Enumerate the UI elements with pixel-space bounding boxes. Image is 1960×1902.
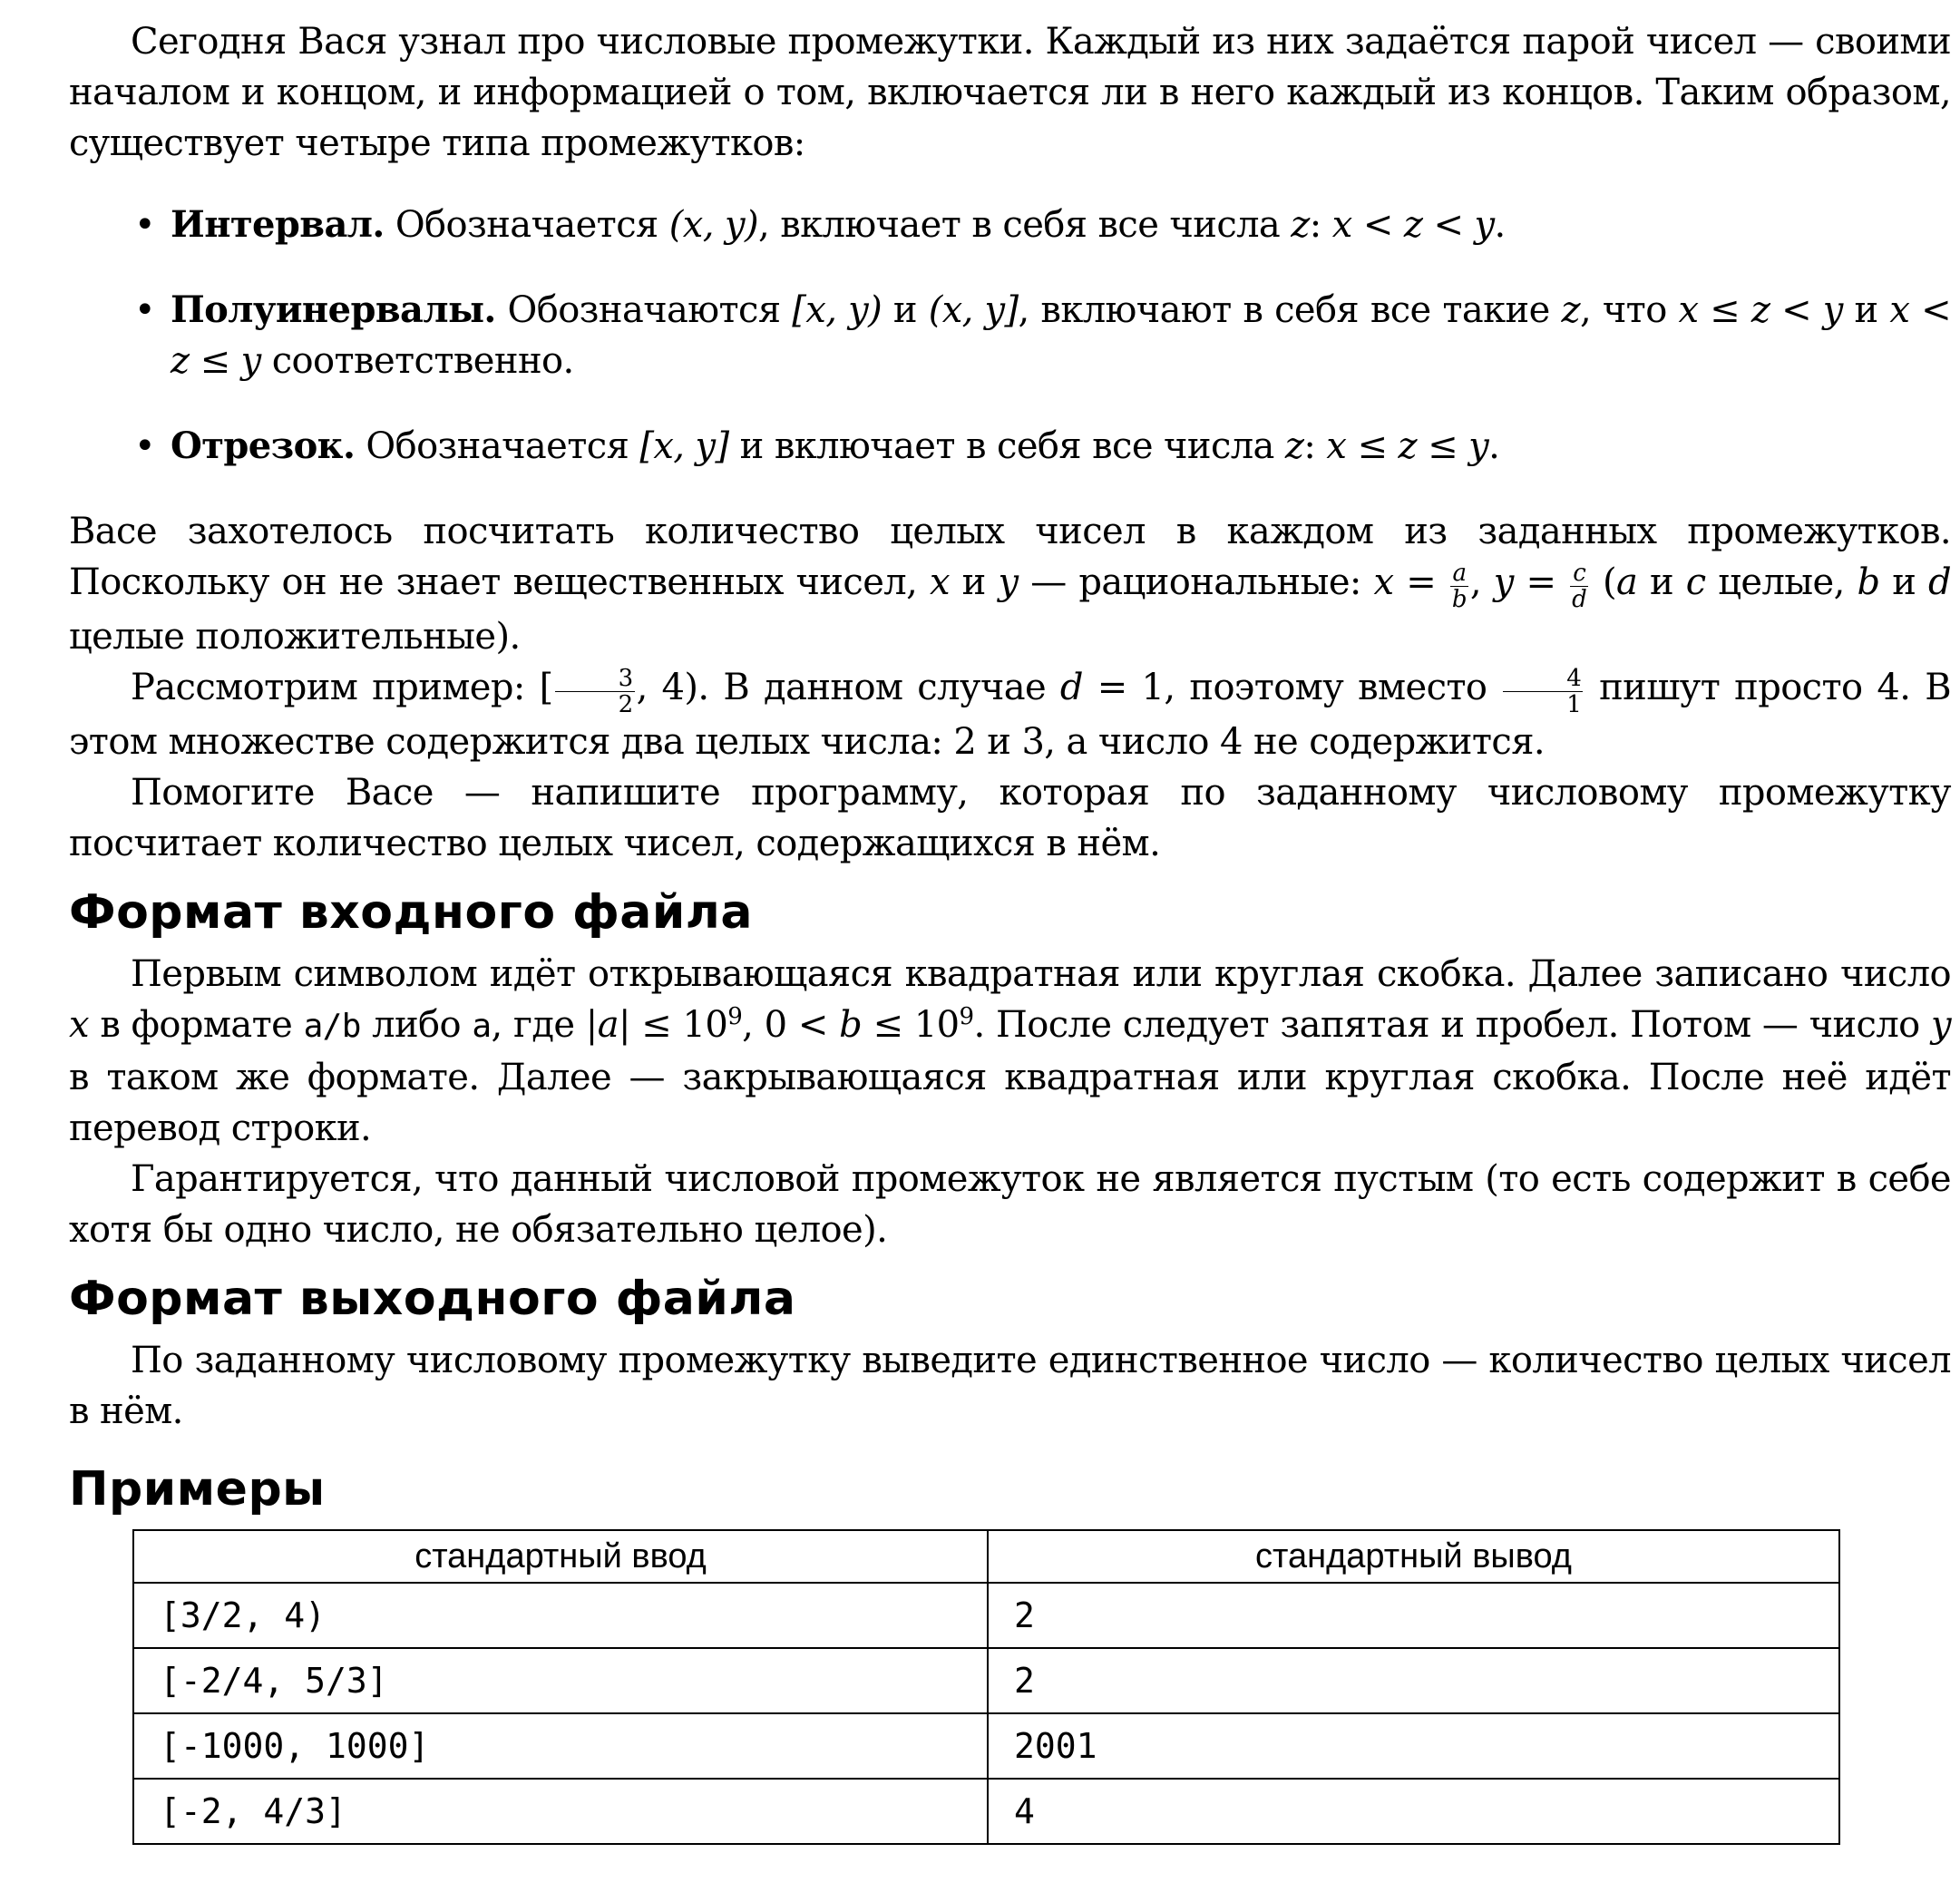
output-format-heading: Формат выходного файла xyxy=(69,1272,796,1326)
text: , 4). В данном случае xyxy=(636,667,1060,708)
fraction-c-d xyxy=(1570,561,1588,611)
math: c xyxy=(1685,561,1706,603)
text: = 1, поэтому вместо xyxy=(1082,667,1502,708)
list-item-text xyxy=(171,285,1951,386)
text: , где | xyxy=(491,1004,598,1046)
numerator: c xyxy=(1570,561,1588,587)
list-item-text xyxy=(171,200,1951,250)
math: a xyxy=(1615,561,1638,603)
text: пишут просто 4. В этом множестве содержится два целых числа: 2 и 3, а число 4 не содержится. xyxy=(69,667,1951,763)
term-label: Интервал. xyxy=(171,203,385,246)
text: , включают в себя все такие xyxy=(1018,289,1562,331)
output-cell: 4 xyxy=(988,1779,1839,1844)
examples-heading: Примеры xyxy=(69,1462,326,1517)
problem-statement xyxy=(69,16,1951,1845)
guarantee-paragraph xyxy=(69,1154,1951,1255)
text: . xyxy=(1488,425,1500,467)
output-cell: 2 xyxy=(988,1583,1839,1648)
text: целые положительные). xyxy=(69,616,521,658)
interval-types-list xyxy=(69,200,1951,472)
input-cell: [3/2, 4) xyxy=(133,1583,988,1648)
denominator: 1 xyxy=(1566,691,1582,718)
input-format-heading: Формат входного файла xyxy=(69,885,753,940)
fraction-a-b xyxy=(1450,561,1468,611)
numerator: 4 xyxy=(1503,667,1583,692)
column-header-input: стандартный ввод xyxy=(133,1530,988,1583)
math: b xyxy=(1857,561,1880,603)
list-item-segment xyxy=(69,421,1951,472)
text: Обозначается xyxy=(384,204,669,246)
math: y xyxy=(998,561,1019,603)
math: x ≤ z < y xyxy=(1678,289,1843,331)
bullet-icon: • xyxy=(134,425,156,467)
text: . После следует запятая и пробел. Потом — число xyxy=(973,1004,1931,1046)
text: Помогите Васе — напишите программу, которая по заданному числовому промежутку посчитает количество целых чисел, содержащихся в нём. xyxy=(69,772,1951,864)
text: и xyxy=(1637,561,1686,603)
text: соответственно. xyxy=(260,340,574,382)
table-row xyxy=(133,1713,1839,1779)
math: z xyxy=(1284,425,1304,467)
denominator: b xyxy=(1451,586,1467,613)
intro-text: Сегодня Вася узнал про числовые промежутки. Каждый из них задаётся парой чисел — своими началом и концом, и информацией о том, включается ли в него каждый из концов. Таким образом, существует четыре типа промежутков: xyxy=(69,21,1951,164)
table-header-row xyxy=(133,1530,1839,1583)
text: и xyxy=(949,561,999,603)
output-format-paragraph xyxy=(69,1335,1951,1437)
text: Обозначается xyxy=(355,425,640,467)
text: Васе захотелось посчитать количество целых чисел в каждом из заданных промежутков. Поскольку он не знает вещественных чисел, xyxy=(69,511,1951,603)
text: целые, xyxy=(1705,561,1858,603)
math: d xyxy=(1059,667,1083,708)
input-cell: [-2/4, 5/3] xyxy=(133,1648,988,1713)
text: Обозначаются xyxy=(495,289,793,331)
numerator: 3 xyxy=(555,667,635,692)
code: a/b xyxy=(303,1008,361,1045)
task-paragraph xyxy=(69,767,1951,869)
text: Первым символом идёт открывающаяся квадратная или круглая скобка. Далее записано число xyxy=(131,953,1951,995)
math: x < z < y xyxy=(1331,204,1495,246)
text: : xyxy=(1309,204,1332,246)
text: | ≤ 10 xyxy=(618,1004,728,1046)
bullet-icon: • xyxy=(134,289,156,331)
text: и xyxy=(1879,561,1929,603)
text: : xyxy=(1303,425,1327,467)
math: x xyxy=(69,1004,89,1046)
text: и xyxy=(1842,289,1890,331)
numerator: a xyxy=(1450,561,1468,587)
denominator: 2 xyxy=(618,691,633,718)
text: либо xyxy=(360,1004,473,1046)
text: Гарантируется, что данный числовой промежуток не является пустым (то есть содержит в себе хотя бы одно число, не обязательно целое). xyxy=(69,1158,1951,1251)
text: ≤ 10 xyxy=(862,1004,960,1046)
text: — рациональные: xyxy=(1018,561,1374,603)
list-item-interval xyxy=(69,200,1951,250)
math: a xyxy=(597,1004,619,1046)
fraction-four-over-one xyxy=(1503,667,1583,717)
example-paragraph xyxy=(69,662,1951,767)
text: . xyxy=(1494,204,1506,246)
math: (x, y) xyxy=(668,204,758,246)
exponent: 9 xyxy=(727,1003,743,1030)
text: и включает в себя все числа xyxy=(728,425,1285,467)
math: x ≤ z ≤ y xyxy=(1326,425,1489,467)
code: a xyxy=(472,1008,492,1045)
examples-table xyxy=(132,1529,1840,1845)
math: [x, y) xyxy=(792,289,882,331)
text: По заданному числовому промежутку выведите единственное число — количество целых чисел в нём. xyxy=(69,1340,1951,1432)
input-format-paragraph xyxy=(69,949,1951,1154)
denominator: d xyxy=(1572,586,1587,613)
text: и xyxy=(882,289,929,331)
text: , 0 < xyxy=(742,1004,840,1046)
intro-paragraph xyxy=(69,16,1951,169)
text: , xyxy=(1469,561,1494,603)
term-label: Отрезок. xyxy=(171,424,356,467)
math: x = xyxy=(1373,561,1448,603)
input-cell: [-1000, 1000] xyxy=(133,1713,988,1779)
math: x < z ≤ y xyxy=(171,289,1951,382)
fraction-three-halves xyxy=(555,667,635,717)
text: ( xyxy=(1590,561,1616,603)
text: , включает в себя все числа xyxy=(757,204,1292,246)
list-item-half-interval xyxy=(69,285,1951,386)
bullet-icon: • xyxy=(134,204,156,246)
input-cell: [-2, 4/3] xyxy=(133,1779,988,1844)
term-label: Полуинервалы. xyxy=(171,288,496,331)
rational-paragraph xyxy=(69,506,1951,662)
text: в формате xyxy=(88,1004,304,1046)
text: , что xyxy=(1579,289,1679,331)
output-cell: 2001 xyxy=(988,1713,1839,1779)
math: x xyxy=(929,561,950,603)
text: Рассмотрим пример: [ xyxy=(131,667,553,708)
column-header-output: стандартный вывод xyxy=(988,1530,1839,1583)
text: в таком же формате. Далее — закрывающаяся квадратная или круглая скобка. После неё идёт перевод строки. xyxy=(69,1057,1951,1149)
output-cell: 2 xyxy=(988,1648,1839,1713)
math: [x, y] xyxy=(639,425,729,467)
math: (x, y] xyxy=(928,289,1019,331)
math: b xyxy=(839,1004,863,1046)
list-item-text xyxy=(171,421,1951,472)
table-row xyxy=(133,1648,1839,1713)
table-row xyxy=(133,1779,1839,1844)
exponent: 9 xyxy=(959,1003,974,1030)
math: z xyxy=(1291,204,1310,246)
math: d xyxy=(1928,561,1952,603)
table-row xyxy=(133,1583,1839,1648)
math: y = xyxy=(1493,561,1569,603)
math: z xyxy=(1561,289,1580,331)
math: y xyxy=(1930,1004,1951,1046)
